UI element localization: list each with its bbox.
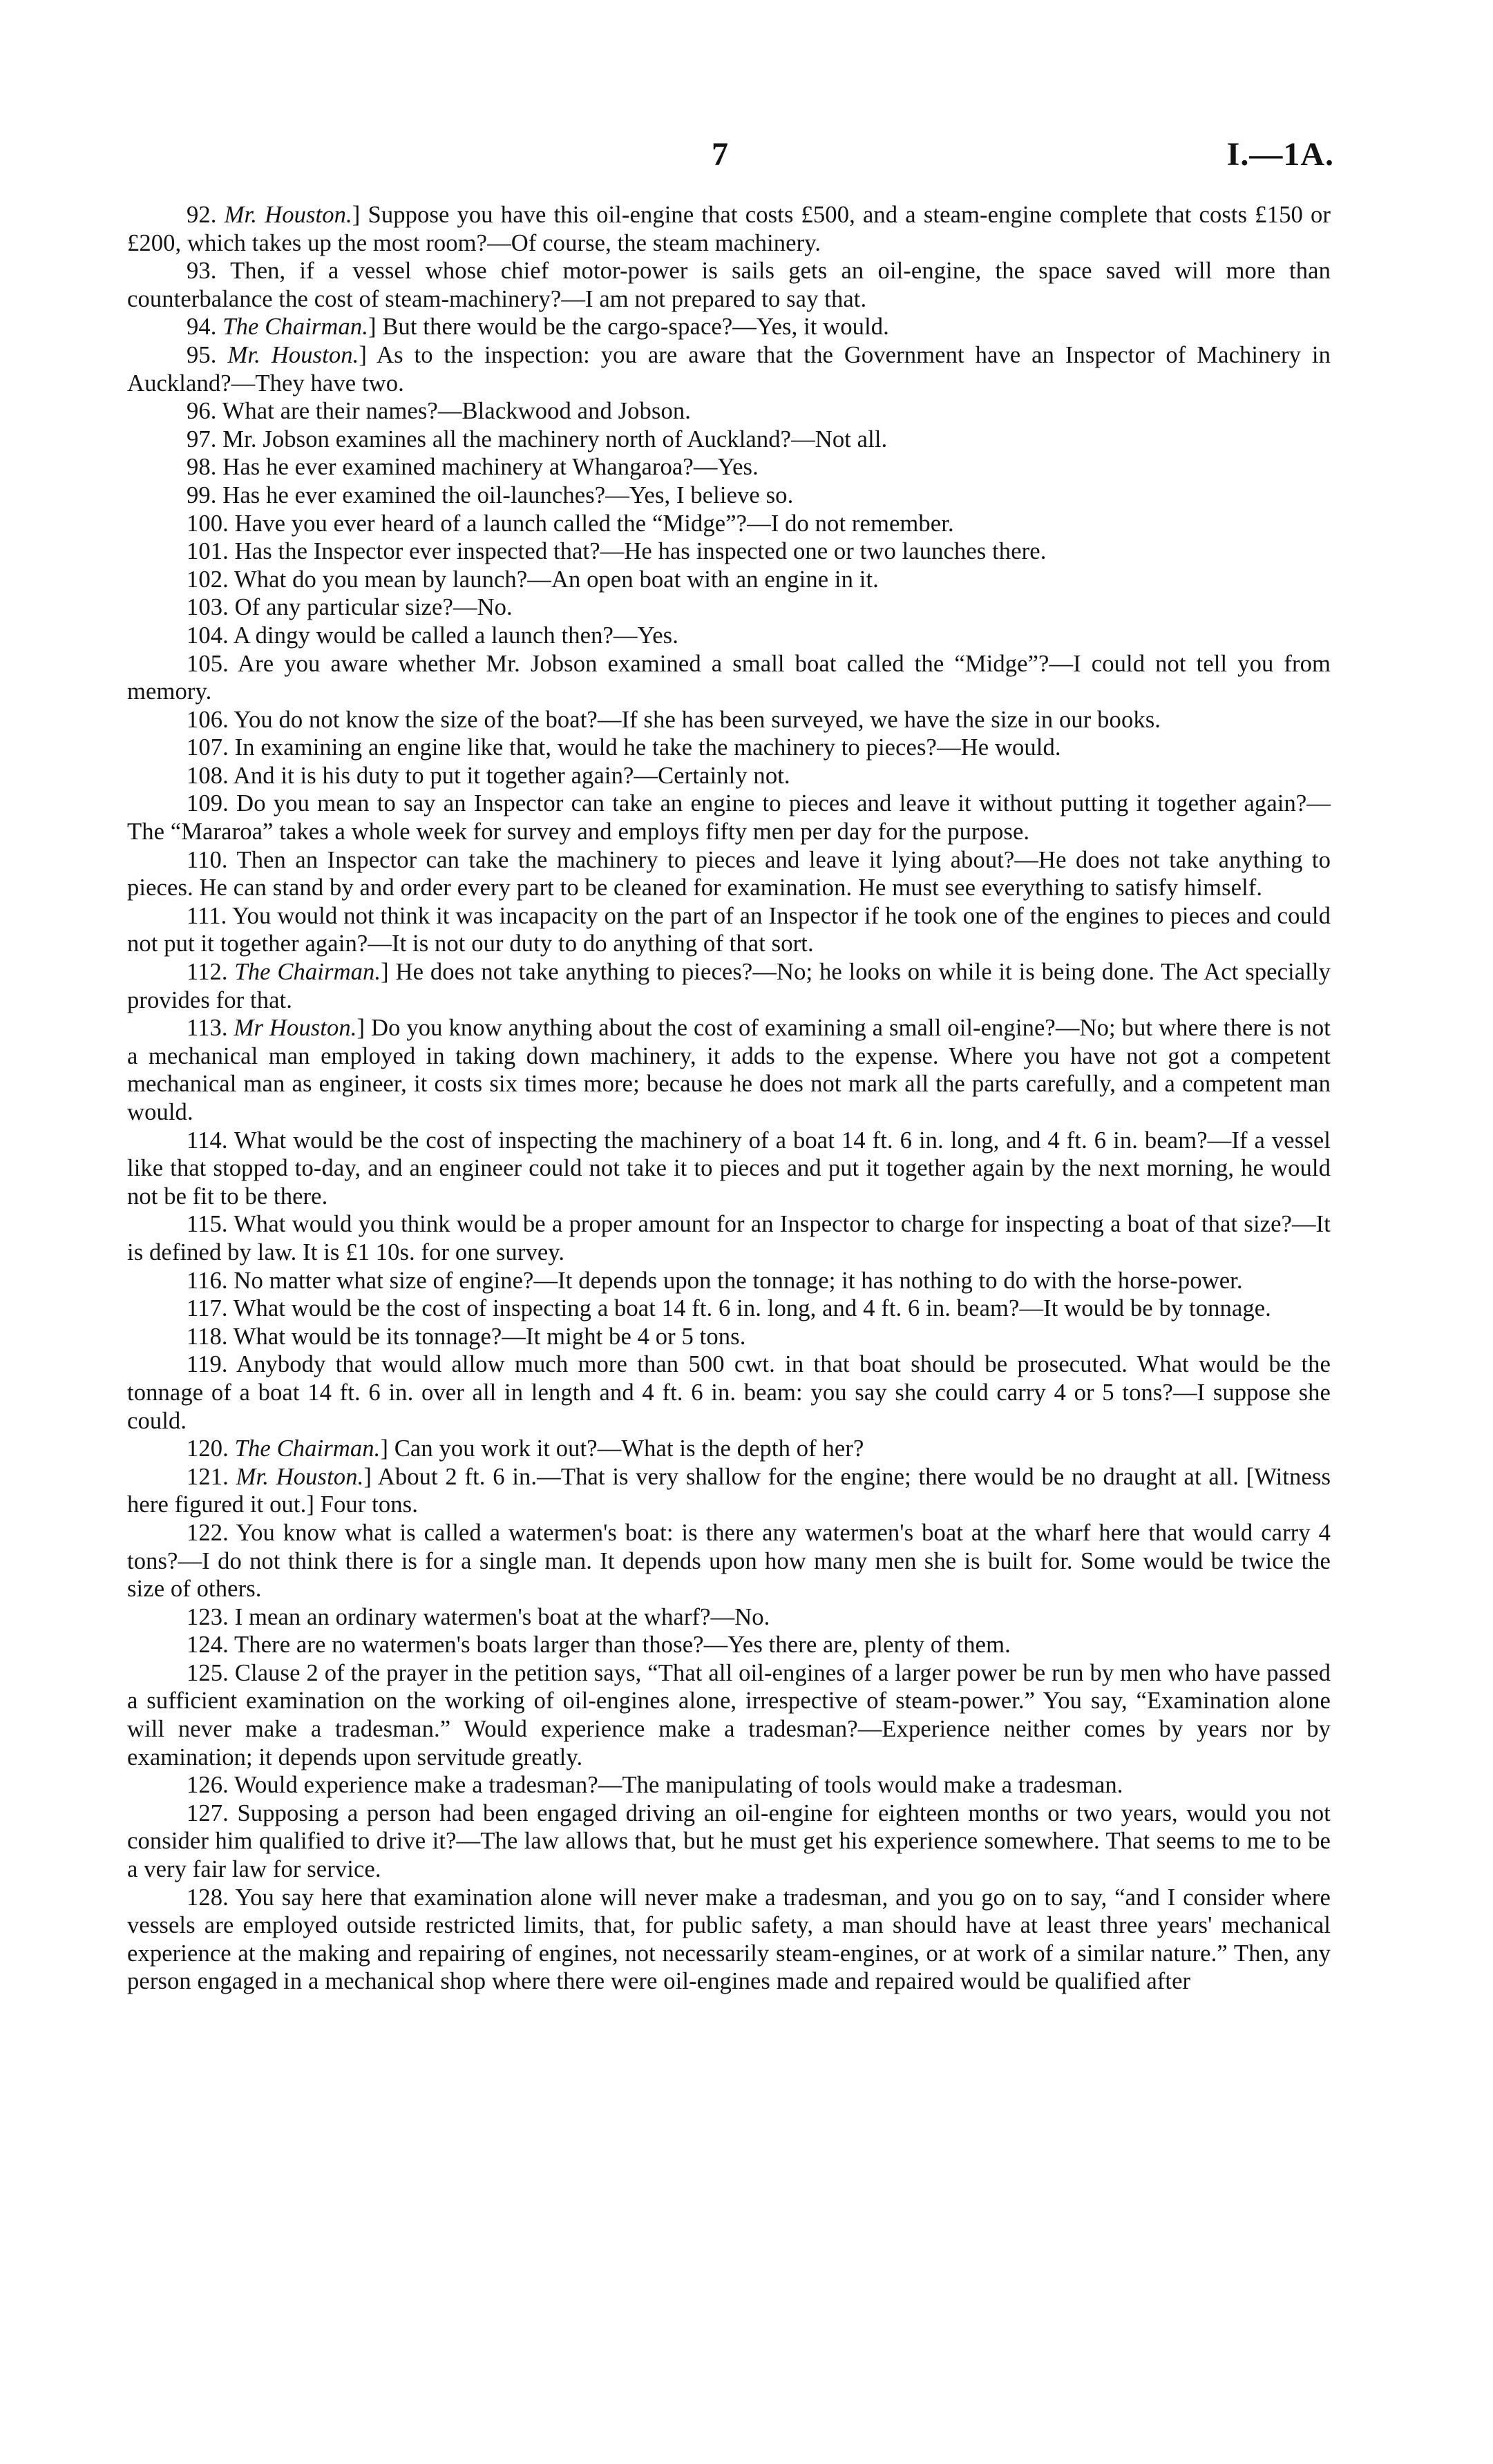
question-paragraph <box>127 650 1331 706</box>
question-text: ] As to the inspection: you are aware that the Government have an Inspector of Machinery in Auckland?—They have two. <box>127 341 1331 397</box>
question-paragraph <box>127 1519 1331 1603</box>
question-paragraph <box>127 1295 1331 1323</box>
question-number: 125. <box>187 1659 229 1686</box>
question-text: Clause 2 of the prayer in the petition says, “That all oil-engines of a larger power be run by men who have passed a sufficient examination on the working of oil-engines alone, irrespective of steam-power.” You say, “Examination alone will never make a tradesman.” Would experience make a tradesman?—Experience neither comes by years nor by examination; it depends upon servitude greatly. <box>127 1659 1331 1770</box>
question-number: 101. <box>187 538 229 565</box>
question-paragraph <box>127 1323 1331 1351</box>
question-paragraph <box>127 481 1331 510</box>
question-number: 113. <box>187 1015 228 1042</box>
speaker-name: Mr. Houston. <box>227 341 359 368</box>
question-text: You know what is called a watermen's boat: is there any watermen's boat at the wharf here that would carry 4 tons?—I do not think there is for a single man. It depends upon how many men she is built for. Some would be twice the size of others. <box>127 1519 1331 1603</box>
question-number: 106. <box>187 706 229 733</box>
question-number: 98. <box>187 454 217 481</box>
question-text: I mean an ordinary watermen's boat at the wharf?—No. <box>234 1603 770 1630</box>
question-text: Has the Inspector ever inspected that?—He has inspected one or two launches there. <box>234 538 1047 565</box>
speaker-name: Mr Houston. <box>234 1015 357 1042</box>
question-number: 105. <box>187 650 229 677</box>
question-number: 122. <box>187 1519 229 1546</box>
question-text: A dingy would be called a launch then?—Yes. <box>233 622 678 649</box>
question-number: 107. <box>187 734 229 761</box>
question-number: 103. <box>187 594 229 621</box>
question-text: There are no watermen's boats larger than those?—Yes there are, plenty of them. <box>234 1632 1011 1659</box>
question-paragraph <box>127 453 1331 481</box>
question-text: Mr. Jobson examines all the machinery north of Auckland?—Not all. <box>222 426 888 452</box>
question-number: 102. <box>187 566 229 593</box>
question-text: What do you mean by launch?—An open boat with an engine in it. <box>234 566 879 593</box>
question-text: What are their names?—Blackwood and Jobson. <box>222 398 692 425</box>
question-text: ] Do you know anything about the cost of examining a small oil-engine?—No; but where there is not a mechanical man employed in taking down machinery, it adds to the expense. Where you have not got a competent mechanical man as engineer, it costs six times more; because he does not mark all the parts carefully, and a competent man would. <box>127 1015 1331 1125</box>
question-paragraph <box>127 1799 1331 1884</box>
question-paragraph <box>127 426 1331 454</box>
question-number: 100. <box>187 510 229 537</box>
page-number: 7 <box>712 136 728 173</box>
question-paragraph <box>127 510 1331 538</box>
question-paragraph <box>127 593 1331 622</box>
question-text: Has he ever examined the oil-launches?—Yes, I believe so. <box>222 481 794 508</box>
question-text: ] But there would be the cargo-space?—Yes, it would. <box>368 314 889 341</box>
question-number: 99. <box>187 481 217 508</box>
question-paragraph <box>127 1210 1331 1266</box>
question-number: 115. <box>187 1211 228 1238</box>
question-paragraph <box>127 762 1331 790</box>
question-paragraph <box>127 1659 1331 1771</box>
question-number: 121. <box>187 1463 229 1490</box>
question-paragraph <box>127 1267 1331 1295</box>
question-number: 97. <box>187 426 217 452</box>
question-paragraph <box>127 341 1331 397</box>
question-paragraph <box>127 790 1331 846</box>
question-text: Has he ever examined machinery at Whangaroa?—Yes. <box>222 454 759 481</box>
question-paragraph <box>127 846 1331 902</box>
question-paragraph <box>127 537 1331 566</box>
question-number: 109. <box>187 790 229 817</box>
question-paragraph <box>127 1771 1331 1799</box>
speaker-name: Mr. Houston. <box>224 202 352 228</box>
question-number: 104. <box>187 622 229 649</box>
question-paragraph <box>127 1014 1331 1126</box>
question-text: What would be the cost of inspecting a boat 14 ft. 6 in. long, and 4 ft. 6 in. beam?—It would be by tonnage. <box>233 1295 1271 1322</box>
question-number: 111. <box>187 902 227 929</box>
question-text: What would be its tonnage?—It might be 4 or 5 tons. <box>233 1323 746 1350</box>
question-paragraph <box>127 1463 1331 1519</box>
question-text: Are you aware whether Mr. Jobson examined a small boat called the “Midge”?—I could not tell you from memory. <box>127 650 1331 705</box>
question-text: You say here that examination alone will never make a tradesman, and you go on to say, “and I consider where vessels are employed outside restricted limits, that, for public safety, a man should have at least three years' mechanical experience at the making and repairing of engines, not necessarily steam-engines, or at work of a similar nature.” Then, any person engaged in a mechanical shop where there were oil-engines made and repaired would be qualified after <box>127 1884 1331 1995</box>
question-text: ] Can you work it out?—What is the depth of her? <box>380 1435 864 1462</box>
speaker-name: The Chairman. <box>234 1435 381 1462</box>
question-number: 93. <box>187 258 217 285</box>
question-number: 124. <box>187 1632 229 1659</box>
question-number: 126. <box>187 1772 229 1799</box>
question-number: 108. <box>187 762 229 789</box>
question-number: 127. <box>187 1799 229 1826</box>
speaker-name: The Chairman. <box>222 314 368 341</box>
question-text: Anybody that would allow much more than 500 cwt. in that boat should be prosecuted. What would be the tonnage of a boat 14 ft. 6 in. over all in length and 4 ft. 6 in. beam: you say she could carry 4 or 5 tons?—I suppose she could. <box>127 1351 1331 1434</box>
question-text: Then an Inspector can take the machinery to pieces and leave it lying about?—He does not take anything to pieces. He can stand by and order every part to be cleaned for examination. He must see everything to satisfy himself. <box>127 846 1331 901</box>
question-text: Have you ever heard of a launch called the “Midge”?—I do not remember. <box>234 510 954 537</box>
question-text: ] About 2 ft. 6 in.—That is very shallow for the engine; there would be no draught at all. [Witness here figured it out.] Four tons. <box>127 1463 1331 1518</box>
question-number: 112. <box>187 959 228 986</box>
question-paragraph <box>127 706 1331 734</box>
question-number: 92. <box>187 202 217 228</box>
question-number: 110. <box>187 846 228 873</box>
question-number: 118. <box>187 1323 228 1350</box>
question-text: In examining an engine like that, would he take the machinery to pieces?—He would. <box>234 734 1061 761</box>
question-number: 114. <box>187 1127 228 1154</box>
question-paragraph <box>127 566 1331 594</box>
question-text: What would be the cost of inspecting the machinery of a boat 14 ft. 6 in. long, and 4 ft. 6 in. beam?—If a vessel like that stopped to-day, and an engineer could not take it to pieces and put it together again by the next morning, he would not be fit to be there. <box>127 1127 1331 1210</box>
question-number: 117. <box>187 1295 228 1322</box>
question-paragraph <box>127 1603 1331 1632</box>
question-text: Would experience make a tradesman?—The manipulating of tools would make a tradesman. <box>234 1772 1123 1799</box>
testimony-body <box>127 201 1331 1996</box>
question-paragraph <box>127 958 1331 1014</box>
paper-reference: I.—1A. <box>1226 136 1334 173</box>
question-text: Supposing a person had been engaged driving an oil-engine for eighteen months or two years, would you not consider him qualified to drive it?—The law allows that, but he must get his experience somewhere. That seems to me to be a very fair law for service. <box>127 1799 1331 1883</box>
question-paragraph <box>127 313 1331 341</box>
question-text: And it is his duty to put it together again?—Certainly not. <box>233 762 790 789</box>
question-text: ] Suppose you have this oil-engine that costs £500, and a steam-engine complete that costs £150 or £200, which takes up the most room?—Of course, the steam machinery. <box>127 202 1331 256</box>
question-paragraph <box>127 622 1331 650</box>
question-text: You would not think it was incapacity on the part of an Inspector if he took one of the engines to pieces and could not put it together again?—It is not our duty to do anything of that sort. <box>127 902 1331 957</box>
question-text: No matter what size of engine?—It depends upon the tonnage; it has nothing to do with the horse-power. <box>234 1267 1243 1294</box>
question-text: ] He does not take anything to pieces?—No; he looks on while it is being done. The Act specially provides for that. <box>127 959 1331 1013</box>
speaker-name: The Chairman. <box>234 959 381 986</box>
question-paragraph <box>127 1631 1331 1659</box>
question-number: 119. <box>187 1351 228 1378</box>
speaker-name: Mr. Houston. <box>236 1463 364 1490</box>
question-number: 128. <box>187 1884 229 1911</box>
question-number: 96. <box>187 398 217 425</box>
question-paragraph <box>127 1127 1331 1211</box>
page-header <box>0 135 1493 177</box>
question-paragraph <box>127 257 1331 313</box>
question-number: 95. <box>187 341 217 368</box>
question-paragraph <box>127 1884 1331 1996</box>
question-paragraph <box>127 1350 1331 1435</box>
question-paragraph <box>127 397 1331 426</box>
question-number: 116. <box>187 1267 228 1294</box>
question-number: 123. <box>187 1603 229 1630</box>
question-text: Of any particular size?—No. <box>234 594 513 621</box>
question-text: Then, if a vessel whose chief motor-power is sails gets an oil-engine, the space saved will more than counterbalance the cost of steam-machinery?—I am not prepared to say that. <box>127 258 1331 312</box>
question-paragraph <box>127 1435 1331 1463</box>
question-text: Do you mean to say an Inspector can take an engine to pieces and leave it without putting it together again?—The “Mararoa” takes a whole week for survey and employs fifty men per day for the purpose. <box>127 790 1331 846</box>
question-number: 120. <box>187 1435 229 1462</box>
question-paragraph <box>127 734 1331 762</box>
question-text: You do not know the size of the boat?—If she has been surveyed, we have the size in our books. <box>234 706 1161 733</box>
question-paragraph <box>127 902 1331 958</box>
question-number: 94. <box>187 314 217 341</box>
question-paragraph <box>127 201 1331 257</box>
question-text: What would you think would be a proper amount for an Inspector to charge for inspecting a boat of that size?—It is defined by law. It is £1 10s. for one survey. <box>127 1211 1331 1266</box>
